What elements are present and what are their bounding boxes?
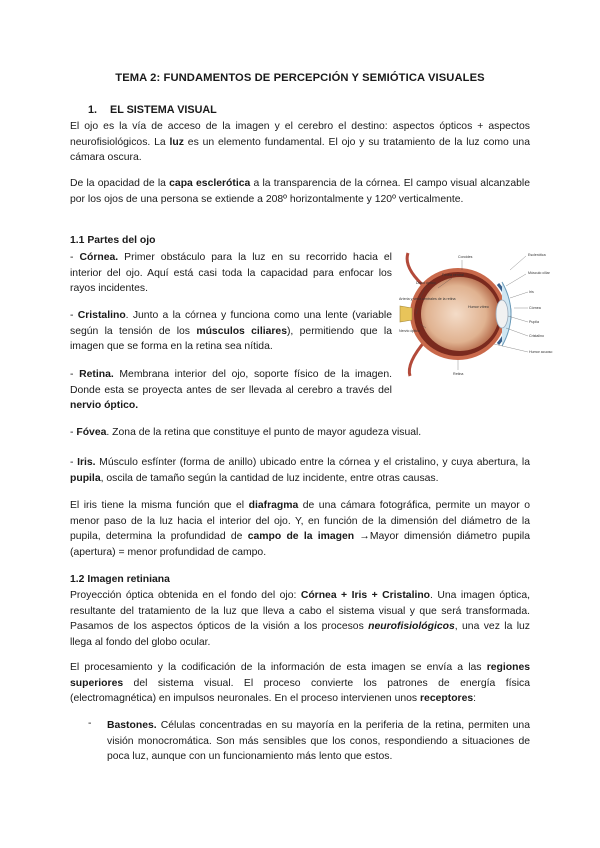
item-cristalino xyxy=(70,308,392,355)
item-fovea xyxy=(70,425,530,441)
paragraph-intro xyxy=(70,119,530,166)
optic-nerve-shape xyxy=(400,306,412,322)
dash: - xyxy=(70,310,78,321)
term-fovea: Fóvea xyxy=(76,427,107,438)
dash: - xyxy=(70,369,80,380)
label-iris: Iris xyxy=(529,290,534,294)
text-run: →Mayor dimensión diámetro pupila (apertura) = menor profundidad de campo. xyxy=(70,531,530,558)
text-run: de una cámara fotográfica, permite un mayor o menor paso de la luz hacia el interior del ojo. Y, en función de la dimensión del diámetro de la pupila, determina la profundidad de xyxy=(70,500,530,543)
page-title: TEMA 2: FUNDAMENTOS DE PERCEPCIÓN Y SEMIÓTICA VISUALES xyxy=(115,72,485,84)
section-title: EL SISTEMA VISUAL xyxy=(110,104,217,116)
dash: - xyxy=(70,427,77,438)
text-bold-italic: neurofisiológicos xyxy=(368,621,455,633)
eye-anatomy-diagram xyxy=(398,248,553,378)
text-bold: Córnea + Iris + Cristalino xyxy=(300,590,431,601)
text-bold: regiones superiores xyxy=(70,662,530,689)
text-bold: luz xyxy=(169,136,184,148)
text-run: Proyección óptica obtenida en el fondo del ojo: xyxy=(70,590,301,601)
text-run: , una vez la luz llega al fondo del globo ocular. xyxy=(70,621,531,648)
label-pupila: Pupila xyxy=(529,320,539,324)
term-bastones: Bastones. xyxy=(107,720,157,731)
text-run: a la transparencia de la córnea. El campo visual alcanzable por los ojos de una persona se extiende a 208º horizontalmente y 120º verticalmente. xyxy=(70,178,530,205)
label-retina: Retina xyxy=(453,372,464,376)
label-esclerotica: Esclerótica xyxy=(528,253,546,257)
text-run: Células concentradas en su mayoría en la periferia de la retina, permiten una visión monocromática. Son más sensibles que los conos, respondiendo a situaciones de poca luz, aunque con un funcionamiento más lento que estos. xyxy=(107,720,530,763)
text-run: Músculo esfínter (forma de anillo) ubicado entre la córnea y el cristalino, y cuya abertura, la xyxy=(95,457,530,468)
paragraph-procesamiento xyxy=(70,660,530,707)
text-run: De la opacidad de la xyxy=(70,178,170,189)
text-bold: músculos ciliares xyxy=(196,325,287,337)
paragraph-imagen-retiniana xyxy=(70,588,530,650)
label-disco: Disco óptico xyxy=(416,281,436,285)
label-arteria: Arteria y vena centrales de la retina xyxy=(399,297,456,301)
text-run: ), permitiendo que la imagen que se forma en la retina sea nítida. xyxy=(70,325,392,353)
text-bold: diafragma xyxy=(248,500,299,511)
text-run: Membrana interior del ojo, soporte físico de la imagen. Donde esta se proyecta antes de ser llevada al cerebro a través del xyxy=(70,369,392,396)
text-run: El ojo es la vía de acceso de la imagen y el cerebro el destino: aspectos ópticos + aspectos neurofisiológicos. La xyxy=(70,121,530,148)
item-iris xyxy=(70,455,530,486)
text-run: : xyxy=(473,693,477,705)
dash: - xyxy=(70,252,80,263)
section-number: 1. xyxy=(88,104,98,116)
label-fovea: Fóvea central xyxy=(442,273,464,277)
subheading-partes-del-ojo: 1.1 Partes del ojo xyxy=(70,235,156,246)
list-bullet: - xyxy=(88,718,92,729)
term-cornea: Córnea. xyxy=(79,252,119,263)
lens-shape xyxy=(496,300,508,328)
term-iris: Iris. xyxy=(77,457,96,468)
text-run: del sistema visual. El proceso convierte los patrones de energía física (electromagnética) en impulsos neuronales. En el proceso intervienen unos xyxy=(70,677,530,705)
term-cristalino: Cristalino xyxy=(77,310,126,321)
term-retina: Retina. xyxy=(79,369,114,380)
item-cornea xyxy=(70,250,392,297)
text-run: . Zona de la retina que constituye el punto de mayor agudeza visual. xyxy=(106,427,422,438)
label-cornea: Córnea xyxy=(529,306,541,310)
text-run: El procesamiento y la codificación de la información de esta imagen se envía a las xyxy=(70,662,487,673)
text-run: , oscila de tamaño según la cantidad de luz incidente, entre otras causas. xyxy=(100,472,439,484)
item-retina xyxy=(70,367,392,414)
section-heading-1 xyxy=(88,104,217,116)
label-humor: Humor acuoso xyxy=(529,350,553,354)
label-vitreo: Humor vítreo xyxy=(468,305,489,309)
label-coroides: Coroides xyxy=(458,255,473,259)
paragraph-opacity xyxy=(70,176,530,207)
vitreous-body xyxy=(421,277,499,351)
dash: - xyxy=(70,457,78,468)
text-bold: nervio óptico. xyxy=(70,400,139,412)
label-nervio: Nervio óptico xyxy=(399,329,420,333)
item-bastones xyxy=(107,718,530,765)
label-cristalino: Cristalino xyxy=(529,334,544,338)
text-run: . Una imagen óptica, resultante del tratamiento de la luz que lleva a cabo el sistema visual y que será transformada. Pasamos de los aspectos ópticos de la visión a los procesos xyxy=(70,590,531,633)
label-musculo-ciliar: Músculo ciliar xyxy=(528,271,550,275)
text-bold: campo de la imagen xyxy=(247,531,355,543)
text-bold: pupila xyxy=(70,472,101,484)
text-bold: receptores xyxy=(420,693,474,705)
subheading-imagen-retiniana: 1.2 Imagen retiniana xyxy=(70,574,170,585)
text-run: El iris tiene la misma función que el xyxy=(70,500,249,511)
text-bold: capa esclerótica xyxy=(169,178,251,189)
text-run: . Junto a la córnea y funciona como una lente (variable según la tensión de los xyxy=(70,310,392,337)
paragraph-iris-diafragma xyxy=(70,498,530,560)
text-run: Primer obstáculo para la luz en su recorrido hacia el interior del ojo. Aquí está casi toda la capacidad para enfocar los rayos incidentes. xyxy=(70,252,392,295)
text-run: es un elemento fundamental. El ojo y su tratamiento de la luz como una cámara oscura. xyxy=(70,136,530,164)
